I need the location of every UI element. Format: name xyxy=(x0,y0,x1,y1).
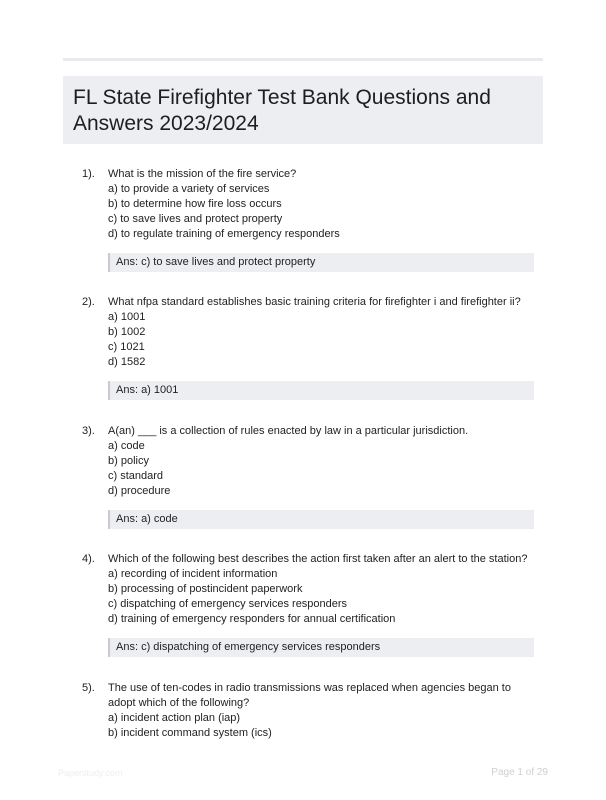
option-a: a) to provide a variety of services xyxy=(108,183,270,195)
question-body xyxy=(108,681,538,741)
question-body xyxy=(108,424,538,499)
question-body xyxy=(108,552,538,627)
question-number: 1). xyxy=(82,168,95,180)
question-text: The use of ten-codes in radio transmissions was replaced when agencies began to adopt which of the following? xyxy=(108,682,511,709)
footer-watermark: Paperstudy.com xyxy=(58,768,123,778)
option-a: a) 1001 xyxy=(108,311,146,323)
option-a: a) incident action plan (iap) xyxy=(108,712,241,724)
answer-box-4: Ans: c) dispatching of emergency services responders xyxy=(108,638,534,657)
option-c: c) 1021 xyxy=(108,341,145,353)
option-b: b) policy xyxy=(108,455,149,467)
option-c: c) dispatching of emergency services responders xyxy=(108,598,348,610)
question-number: 5). xyxy=(82,682,95,694)
question-body xyxy=(108,295,538,370)
title-banner xyxy=(63,76,543,144)
answer-box-2: Ans: a) 1001 xyxy=(108,381,534,400)
answer-box-3: Ans: a) code xyxy=(108,510,534,529)
option-d: d) training of emergency responders for annual certification xyxy=(108,613,396,625)
question-body xyxy=(108,167,538,242)
option-c: c) standard xyxy=(108,470,164,482)
option-d: d) procedure xyxy=(108,485,171,497)
top-divider xyxy=(63,58,543,61)
option-b: b) to determine how fire loss occurs xyxy=(108,198,282,210)
page-indicator: Page 1 of 29 xyxy=(491,767,548,778)
option-c: c) to save lives and protect property xyxy=(108,213,283,225)
question-number: 3). xyxy=(82,425,95,437)
option-a: a) recording of incident information xyxy=(108,568,278,580)
option-a: a) code xyxy=(108,440,145,452)
option-d: d) 1582 xyxy=(108,356,146,368)
option-b: b) processing of postincident paperwork xyxy=(108,583,303,595)
option-b: b) incident command system (ics) xyxy=(108,727,272,739)
page-title: FL State Firefighter Test Bank Questions and Answers 2023/2024 xyxy=(73,86,491,135)
question-text: What is the mission of the fire service? xyxy=(108,168,297,180)
question-number: 4). xyxy=(82,553,95,565)
question-text: Which of the following best describes the action first taken after an alert to the station? xyxy=(108,553,528,565)
answer-box-1: Ans: c) to save lives and protect property xyxy=(108,253,534,272)
option-b: b) 1002 xyxy=(108,326,146,338)
option-d: d) to regulate training of emergency responders xyxy=(108,228,340,240)
question-number: 2). xyxy=(82,296,95,308)
question-text: What nfpa standard establishes basic training criteria for firefighter i and firefighter ii? xyxy=(108,296,521,308)
question-text: A(an) ___ is a collection of rules enacted by law in a particular jurisdiction. xyxy=(108,425,469,437)
